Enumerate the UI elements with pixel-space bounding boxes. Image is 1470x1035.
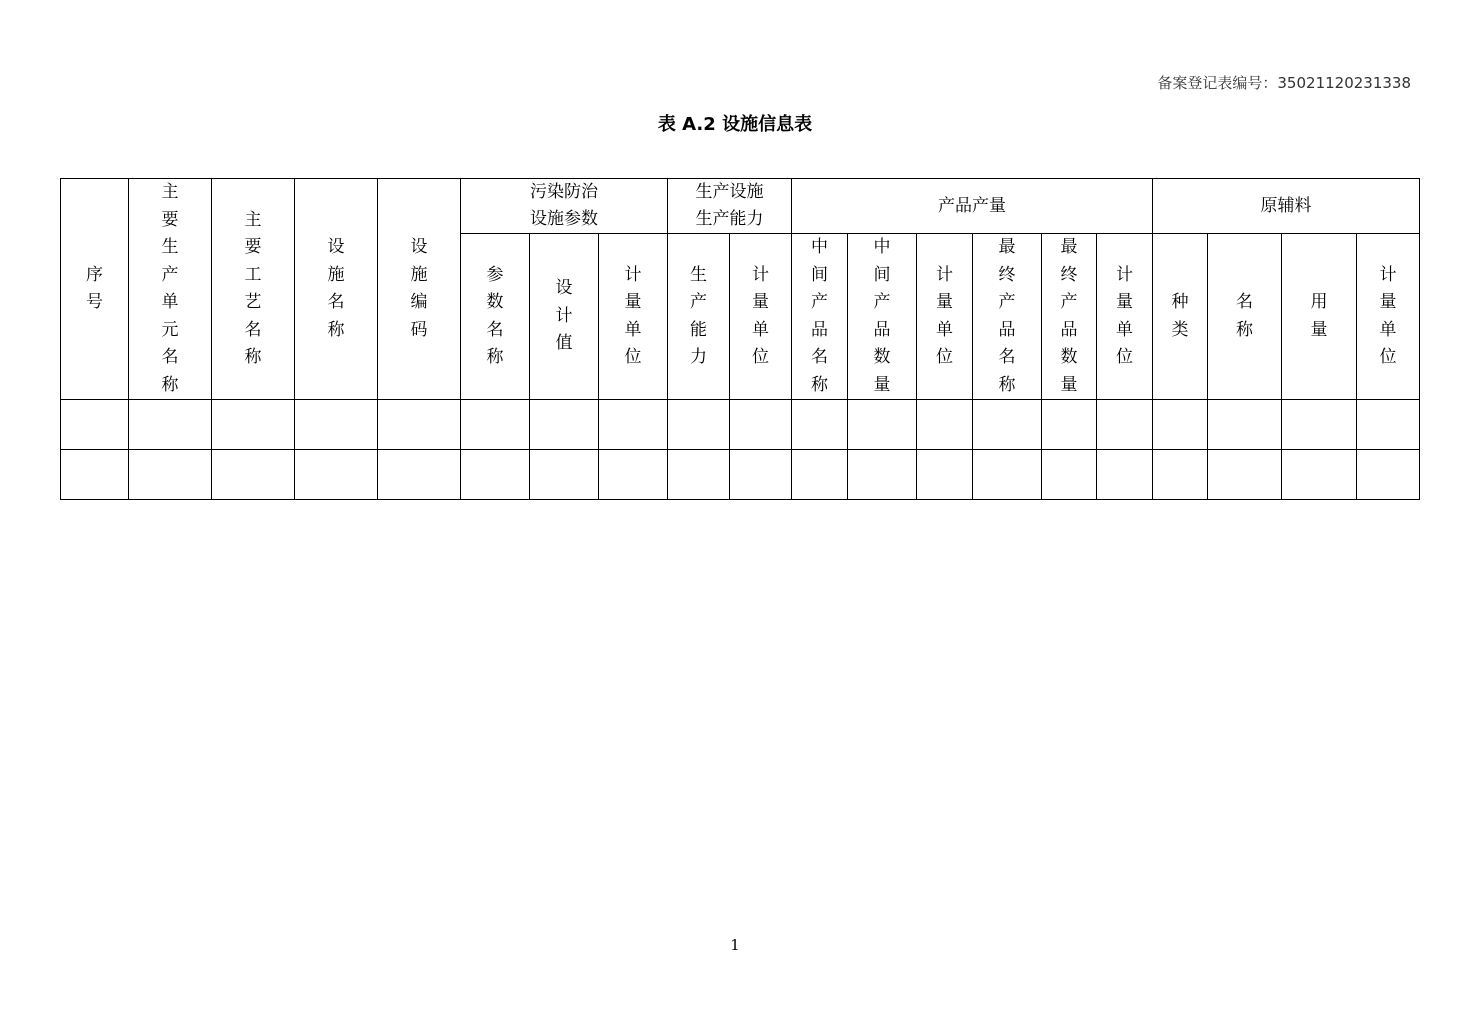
header-row-groups [61,179,1420,234]
header-group-product-output: 产品产量 [792,179,1153,234]
header-facility-code [378,179,461,400]
header-material-amount [1282,234,1357,400]
table-cell[interactable] [378,400,461,450]
table-cell[interactable] [1208,450,1282,500]
header-capacity [668,234,730,400]
table-cell[interactable] [1042,400,1097,450]
table-cell[interactable] [61,450,129,500]
table-cell[interactable] [1153,400,1208,450]
table-cell[interactable] [1282,450,1357,500]
table-cell[interactable] [461,400,530,450]
header-capacity-unit [730,234,792,400]
header-group-capacity-line2: 生产能力 [695,209,764,229]
header-intermediate-unit [917,234,973,400]
header-group-capacity-line1: 生产设施 [695,182,764,202]
table-cell[interactable] [599,450,668,500]
header-material-unit-label: 计量单位 [1379,264,1397,367]
header-group-pollution-line2: 设施参数 [530,209,598,229]
table-cell[interactable] [1357,450,1420,500]
header-final-unit-label: 计量单位 [1115,264,1133,367]
table-cell[interactable] [1153,450,1208,500]
table-cell[interactable] [212,450,295,500]
table-cell[interactable] [668,400,730,450]
table-cell[interactable] [129,450,212,500]
table-cell[interactable] [1042,450,1097,500]
header-production-unit-label: 主要生产单元名称 [161,182,179,395]
header-group-production-capacity [668,179,792,234]
header-final-unit [1097,234,1153,400]
header-seq [61,179,129,400]
table-cell[interactable] [848,400,917,450]
page-number: 1 [730,936,740,954]
header-intermediate-name [792,234,848,400]
header-capacity-unit-label: 计量单位 [751,264,769,367]
table-cell[interactable] [530,400,599,450]
header-final-name [973,234,1042,400]
table-cell[interactable] [1208,400,1282,450]
header-param-name-label: 参数名称 [486,264,504,367]
table-cell[interactable] [792,450,848,500]
header-facility-name [295,179,378,400]
table-title: 表 A.2 设施信息表 [657,114,813,135]
table-cell[interactable] [730,450,792,500]
header-final-name-label: 最终产品名称 [998,237,1016,395]
header-design-value [530,234,599,400]
header-seq-label: 序号 [85,264,103,312]
table-cell[interactable] [917,400,973,450]
header-group-raw-materials: 原辅料 [1153,179,1420,234]
header-facility-name-label: 设施名称 [327,237,345,340]
header-group-pollution-params [461,179,668,234]
header-production-unit [129,179,212,400]
table-cell[interactable] [212,400,295,450]
table-cell[interactable] [792,400,848,450]
table-cell[interactable] [1357,400,1420,450]
table-cell[interactable] [973,400,1042,450]
table-cell[interactable] [917,450,973,500]
header-material-name [1208,234,1282,400]
header-capacity-label: 生产能力 [689,264,707,367]
header-pollution-unit [599,234,668,400]
header-intermediate-name-label: 中间产品名称 [810,237,828,395]
header-final-qty [1042,234,1097,400]
header-final-qty-label: 最终产品数量 [1060,237,1078,395]
header-pollution-unit-label: 计量单位 [624,264,642,367]
header-facility-code-label: 设施编码 [410,237,428,340]
registration-number: 35021120231338 [1277,74,1411,92]
header-intermediate-qty [848,234,917,400]
table-cell[interactable] [295,400,378,450]
table-cell[interactable] [378,450,461,500]
table-cell[interactable] [1097,400,1153,450]
header-group-pollution-line1: 污染防治 [530,182,598,202]
table-cell[interactable] [61,400,129,450]
table-cell[interactable] [129,400,212,450]
table-cell[interactable] [973,450,1042,500]
table-cell[interactable] [295,450,378,500]
header-material-name-label: 名称 [1235,292,1253,340]
header-material-amount-label: 用量 [1310,292,1328,340]
table-cell[interactable] [730,400,792,450]
registration-label: 备案登记表编号： [1157,74,1278,92]
header-intermediate-unit-label: 计量单位 [935,264,953,367]
header-param-name [461,234,530,400]
table-cell[interactable] [1097,450,1153,500]
table-cell[interactable] [530,450,599,500]
header-intermediate-qty-label: 中间产品数量 [873,237,891,395]
table-row [61,400,1420,450]
header-process [212,179,295,400]
table-row [61,450,1420,500]
table-cell[interactable] [599,400,668,450]
table-cell[interactable] [848,450,917,500]
table-cell[interactable] [1282,400,1357,450]
table-cell[interactable] [668,450,730,500]
header-process-label: 主要工艺名称 [244,209,262,367]
header-design-value-label: 设计值 [555,278,573,354]
header-material-unit [1357,234,1420,400]
table-cell[interactable] [461,450,530,500]
header-material-type-label: 种类 [1171,292,1189,340]
registration-number-line [1157,72,1411,93]
facility-info-table [60,178,1420,500]
header-material-type [1153,234,1208,400]
